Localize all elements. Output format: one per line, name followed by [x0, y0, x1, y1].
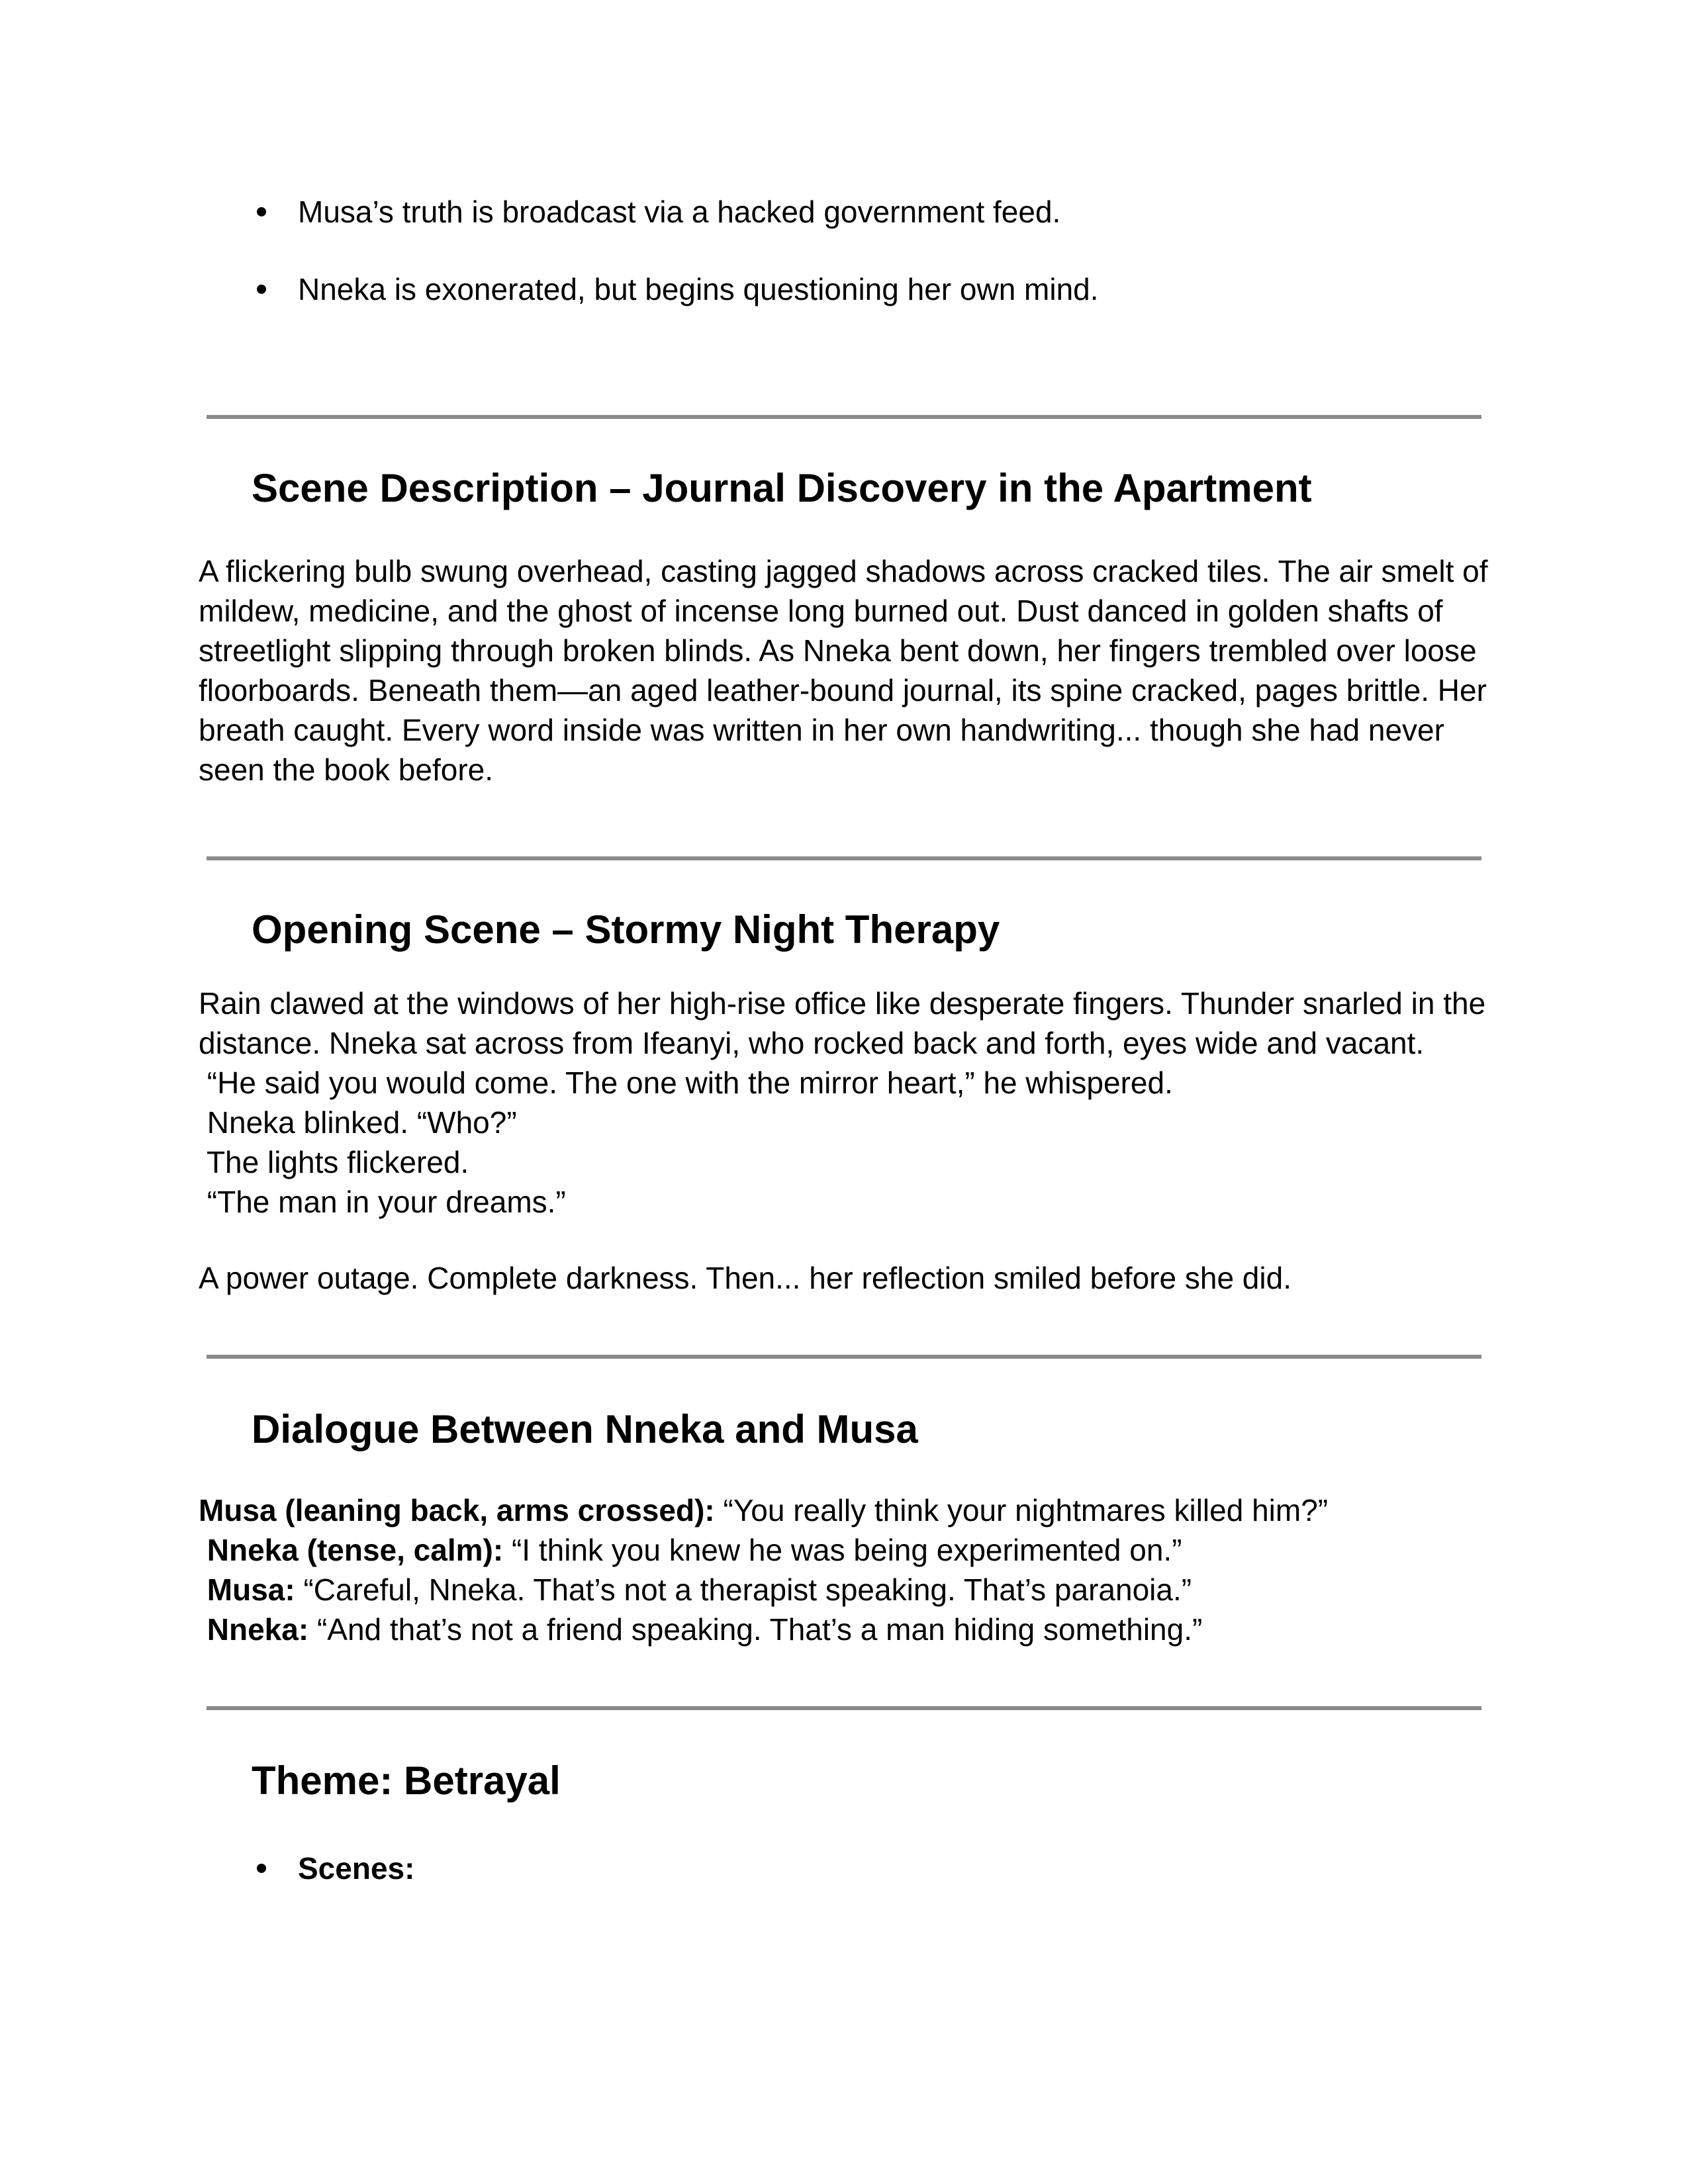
horizontal-rule [207, 1355, 1481, 1359]
text-line: floorboards. Beneath them—an aged leather-bound journal, its spine cracked, pages brittle. Her [199, 673, 1487, 707]
bullet-text: Nneka is exonerated, but begins questioning her own mind. [298, 272, 1099, 306]
dialogue-block [199, 1490, 1328, 1649]
dialogue-line [199, 1570, 1328, 1610]
dialogue-speaker: Nneka (tense, calm): [199, 1533, 504, 1567]
text-line: streetlight slipping through broken blinds. As Nneka bent down, her fingers trembled over loose [199, 633, 1477, 668]
bullet-dot-icon [257, 1864, 266, 1873]
text-line: “He said you would come. The one with the mirror heart,” he whispered. [199, 1066, 1173, 1100]
text-line: A power outage. Complete darkness. Then... her reflection smiled before she did. [199, 1261, 1291, 1295]
bullet-item [257, 269, 1099, 309]
section-heading-journal: Scene Description – Journal Discovery in the Apartment [252, 466, 1312, 510]
horizontal-rule [207, 1706, 1481, 1710]
text-line: The lights flickered. [199, 1145, 469, 1179]
paragraph-aftermath [199, 1258, 1291, 1298]
horizontal-rule [207, 856, 1481, 860]
text-line: seen the book before. [199, 752, 493, 787]
text-line: A flickering bulb swung overhead, casting jagged shadows across cracked tiles. The air smelt of [199, 554, 1488, 588]
bullet-text: Scenes: [298, 1851, 415, 1886]
paragraph-journal [199, 551, 1488, 790]
dialogue-line [199, 1490, 1328, 1530]
bullet-text: Musa’s truth is broadcast via a hacked government feed. [298, 195, 1061, 229]
bullet-item [257, 192, 1060, 232]
dialogue-speech: “I think you knew he was being experimented on.” [503, 1533, 1182, 1567]
section-heading-opening: Opening Scene – Stormy Night Therapy [252, 907, 1000, 952]
bullet-item [257, 1848, 414, 1888]
text-line: distance. Nneka sat across from Ifeanyi, who rocked back and forth, eyes wide and vacant. [199, 1026, 1425, 1060]
section-heading-theme: Theme: Betrayal [252, 1758, 561, 1803]
text-line: “The man in your dreams.” [199, 1185, 566, 1219]
dialogue-speech: “And that’s not a friend speaking. That’s a man hiding something.” [308, 1612, 1203, 1647]
section-heading-dialogue: Dialogue Between Nneka and Musa [252, 1407, 918, 1451]
dialogue-speaker: Nneka: [199, 1612, 309, 1647]
dialogue-speaker: Musa (leaning back, arms crossed): [199, 1493, 715, 1527]
text-line: mildew, medicine, and the ghost of incense long burned out. Dust danced in golden shafts of [199, 594, 1443, 628]
text-line: Nneka blinked. “Who?” [199, 1105, 517, 1140]
dialogue-line [199, 1610, 1328, 1649]
text-line: Rain clawed at the windows of her high-rise office like desperate fingers. Thunder snarled in the [199, 986, 1486, 1021]
dialogue-speech: “You really think your nightmares killed him?” [714, 1493, 1329, 1527]
bullet-dot-icon [257, 207, 266, 216]
dialogue-speaker: Musa: [199, 1572, 295, 1607]
paragraph-opening [199, 983, 1485, 1222]
dialogue-speech: “Careful, Nneka. That’s not a therapist speaking. That’s paranoia.” [295, 1572, 1192, 1607]
horizontal-rule [207, 415, 1481, 419]
dialogue-line [199, 1530, 1328, 1570]
text-line: breath caught. Every word inside was written in her own handwriting... though she had never [199, 713, 1444, 747]
bullet-dot-icon [257, 285, 266, 294]
